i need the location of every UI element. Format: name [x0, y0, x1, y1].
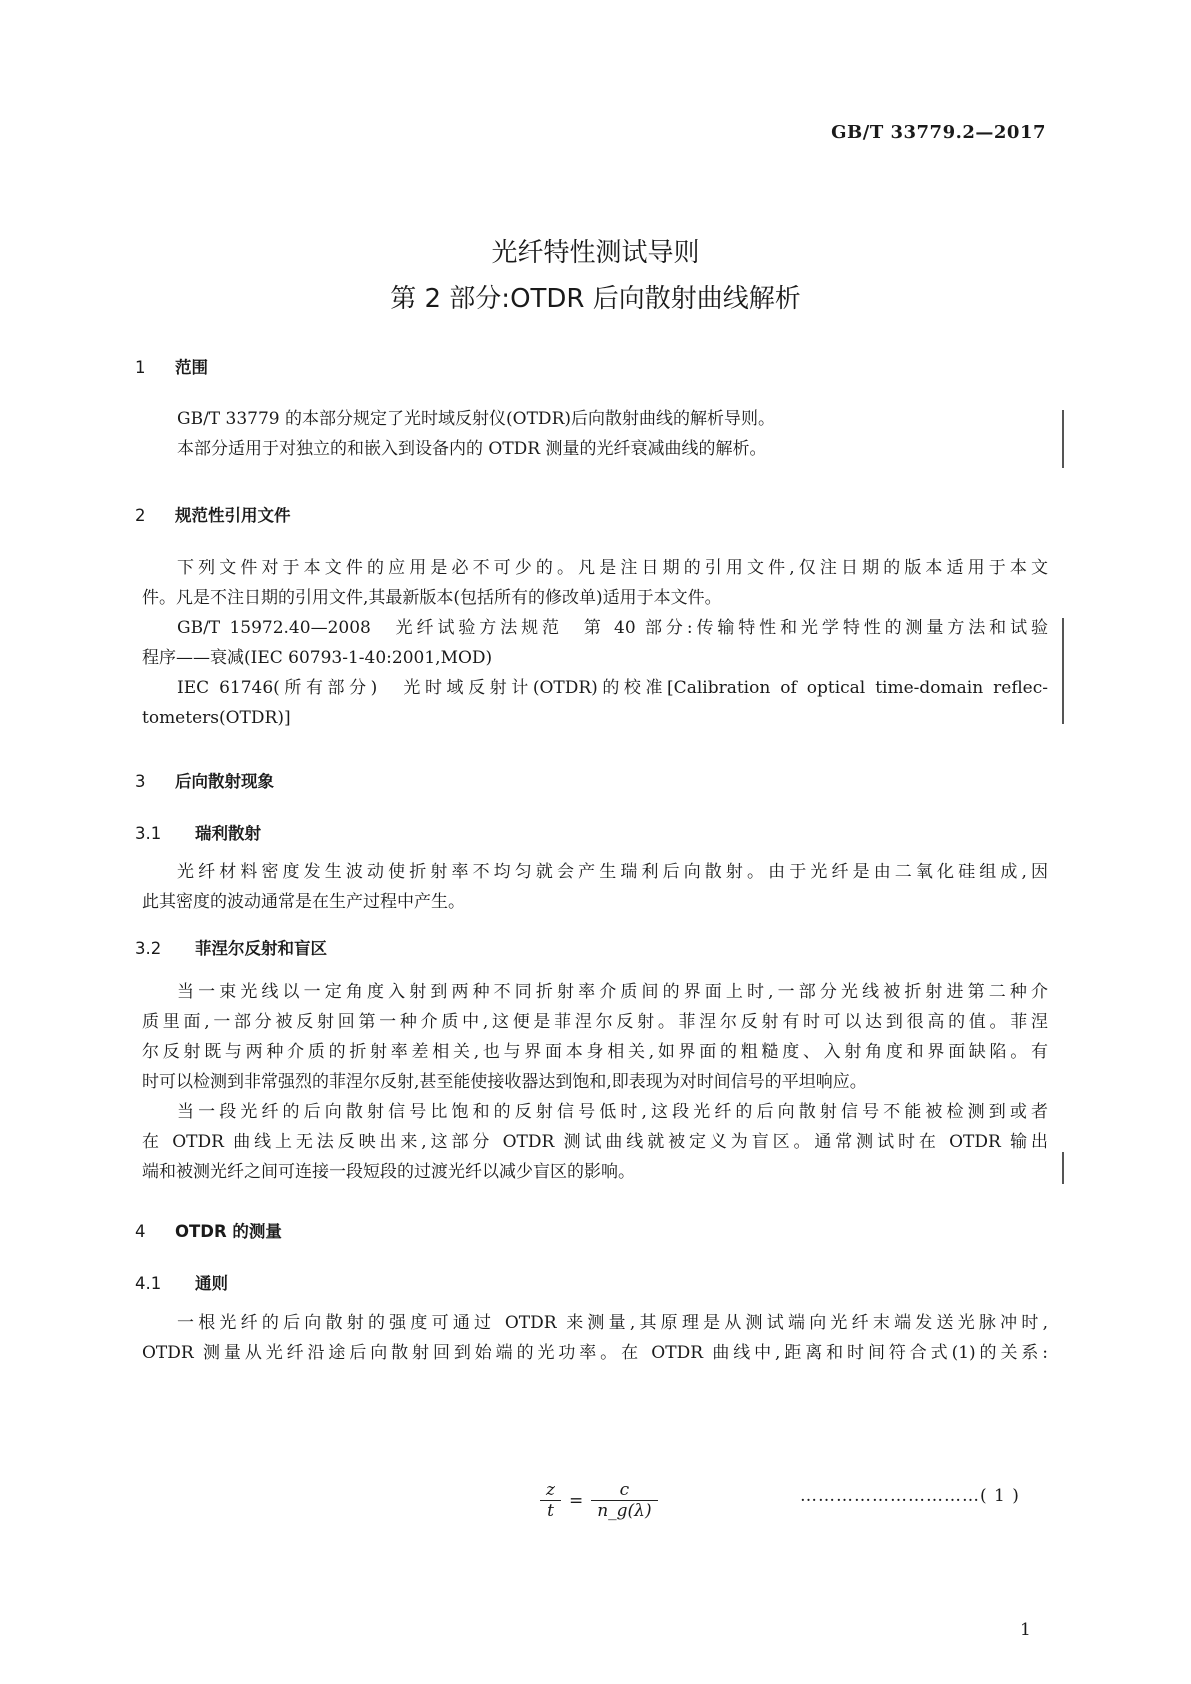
formula-number: …………………………( 1 ): [800, 1486, 1020, 1506]
paragraph-line: 此其密度的波动通常是在生产过程中产生。: [142, 892, 465, 912]
paragraph-line: 在 OTDR 曲线上无法反映出来,这部分 OTDR 测试曲线就被定义为盲区。通常测试时在 OTDR 输出: [142, 1132, 1048, 1152]
change-bar: [1062, 410, 1064, 468]
section-title: 瑞利散射: [195, 824, 261, 843]
section-3-1-heading: [135, 820, 261, 844]
section-4-1-heading: [135, 1270, 228, 1294]
paragraph-line: 当一束光线以一定角度入射到两种不同折射率介质间的界面上时,一部分光线被折射进第二种介: [177, 982, 1048, 1002]
reference-line: tometers(OTDR)]: [142, 708, 291, 728]
paragraph-line: OTDR 测量从光纤沿途后向散射回到始端的光功率。在 OTDR 曲线中,距离和时间符合式(1)的关系:: [142, 1343, 1048, 1363]
section-3-heading: [135, 768, 274, 792]
formula-lhs-numerator: z: [546, 1480, 555, 1500]
section-4-1-body: [142, 1308, 1048, 1368]
paragraph-line: 端和被测光纤之间可连接一段短段的过渡光纤以减少盲区的影响。: [142, 1162, 635, 1182]
paragraph-line: 质里面,一部分被反射回第一种介质中,这便是菲涅尔反射。菲涅尔反射有时可以达到很高的值。菲涅: [142, 1012, 1048, 1032]
section-title: 菲涅尔反射和盲区: [195, 939, 327, 958]
section-title: 规范性引用文件: [175, 506, 291, 525]
paragraph-line: 尔反射既与两种介质的折射率差相关,也与界面本身相关,如界面的粗糙度、入射角度和界面缺陷。有: [142, 1042, 1048, 1062]
section-number: 4: [135, 1222, 146, 1241]
formula-1: [540, 1480, 658, 1521]
paragraph-line: 一根光纤的后向散射的强度可通过 OTDR 来测量,其原理是从测试端向光纤末端发送光脉冲时,: [177, 1313, 1048, 1333]
paragraph-line: 本部分适用于对独立的和嵌入到设备内的 OTDR 测量的光纤衰减曲线的解析。: [177, 439, 767, 459]
formula-equals: =: [568, 1490, 584, 1511]
paragraph-line: 下列文件对于本文件的应用是必不可少的。凡是注日期的引用文件,仅注日期的版本适用于本文: [177, 558, 1048, 578]
section-number: 2: [135, 506, 146, 525]
paragraph-line: GB/T 33779 的本部分规定了光时域反射仪(OTDR)后向散射曲线的解析导则。: [177, 409, 775, 429]
change-bar: [1062, 1152, 1064, 1184]
section-3-2-heading: [135, 935, 327, 959]
document-subtitle: 第 2 部分:OTDR 后向散射曲线解析: [390, 284, 801, 314]
section-title: 通则: [195, 1274, 228, 1293]
document-title: 光纤特性测试导则: [491, 238, 700, 268]
section-1-heading: [135, 354, 208, 378]
reference-line: 程序——衰减(IEC 60793-1-40:2001,MOD): [142, 648, 493, 668]
section-number: 1: [135, 358, 146, 377]
page-number: 1: [1020, 1620, 1031, 1640]
formula-rhs: [591, 1480, 657, 1521]
section-number: 4.1: [135, 1274, 162, 1293]
paragraph-line: 时可以检测到非常强烈的菲涅尔反射,甚至能使接收器达到饱和,即表现为对时间信号的平坦响应。: [142, 1072, 867, 1092]
formula-lhs: [540, 1480, 561, 1521]
paragraph-line: 当一段光纤的后向散射信号比饱和的反射信号低时,这段光纤的后向散射信号不能被检测到或者: [177, 1102, 1048, 1122]
section-2-heading: [135, 502, 291, 526]
paragraph-line: 件。凡是不注日期的引用文件,其最新版本(包括所有的修改单)适用于本文件。: [142, 588, 722, 608]
formula-lhs-denominator: t: [540, 1500, 561, 1521]
section-title: OTDR 的测量: [175, 1222, 282, 1241]
section-1-body: [142, 404, 1048, 464]
reference-line: GB/T 15972.40—2008 光纤试验方法规范 第 40 部分:传输特性和光学特性的测量方法和试验: [177, 618, 1048, 638]
section-title: 后向散射现象: [175, 772, 274, 791]
section-4-heading: [135, 1218, 282, 1242]
standard-number: GB/T 33779.2—2017: [831, 122, 1046, 143]
formula-rhs-denominator: n_g(λ): [591, 1500, 657, 1521]
change-bar: [1062, 618, 1064, 724]
section-2-body: [142, 553, 1048, 733]
section-title: 范围: [175, 358, 208, 377]
paragraph-line: 光纤材料密度发生波动使折射率不均匀就会产生瑞利后向散射。由于光纤是由二氧化硅组成,因: [177, 862, 1048, 882]
section-3-1-body: [142, 857, 1048, 917]
section-number: 3.2: [135, 939, 162, 958]
section-3-2-body: [142, 977, 1048, 1187]
section-number: 3: [135, 772, 146, 791]
reference-line: IEC 61746(所有部分) 光时域反射计(OTDR)的校准[Calibration of optical time-domain reflec-: [177, 678, 1048, 698]
formula-rhs-numerator: c: [619, 1480, 630, 1500]
section-number: 3.1: [135, 824, 162, 843]
